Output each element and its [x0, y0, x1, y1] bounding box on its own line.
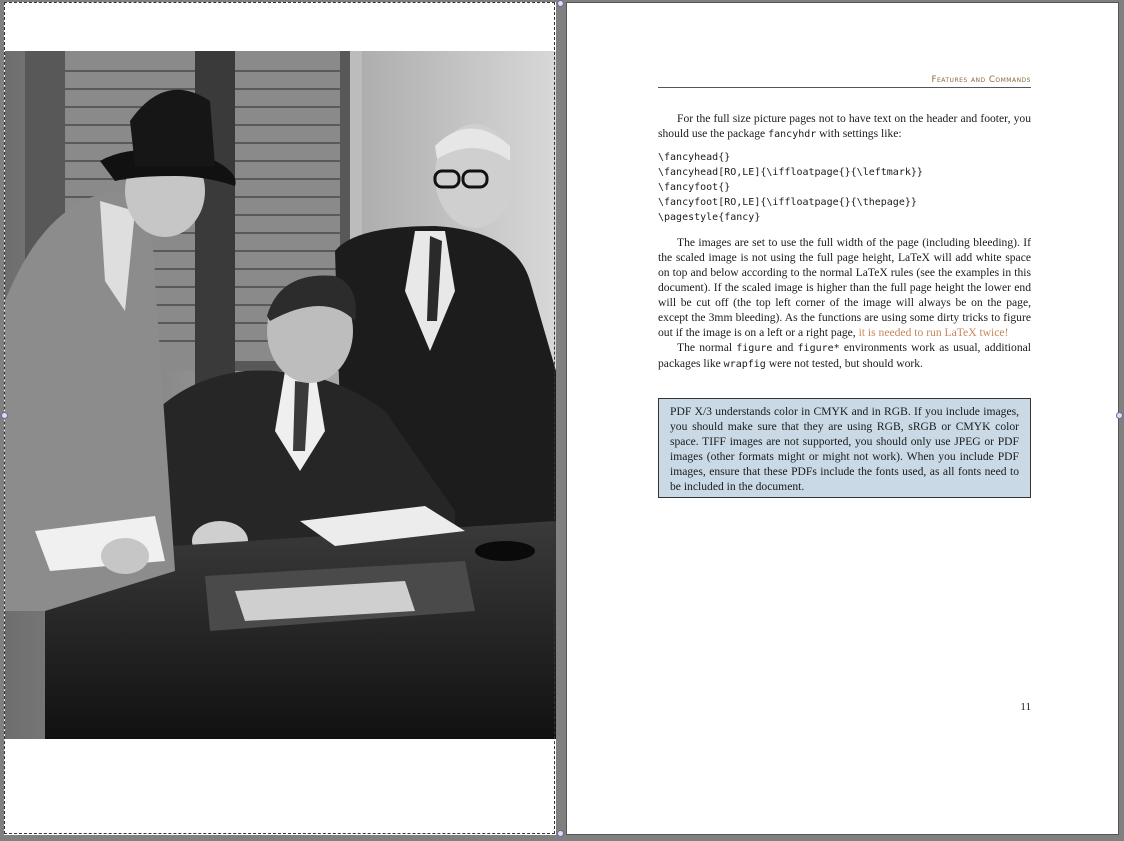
right-page: [566, 2, 1118, 835]
code-listing: [658, 150, 1031, 225]
resize-handle-bottom[interactable]: [557, 830, 564, 837]
paragraph-images: The images are set to use the full width of the page (including bleeding). If the scaled image is not using the full page height, LaTeX will add white space on top and below according to the normal LaTeX rules (see the examples in this document). If the scaled image is higher than the full page height the lower end will be cut off (the top left corner of the image will always be on the page, except the 3mm bleeding). As the functions are using some dirty tricks to figure out if the image is on a left or a right page, it is needed to run LaTeX twice!: [658, 236, 1031, 339]
office-scene-illustration: [5, 51, 556, 739]
resize-handle-top[interactable]: [557, 0, 564, 7]
code-line: \fancyfoot[RO,LE]{\iffloatpage{}{\thepage}}: [658, 197, 917, 208]
fancyhdr-code: fancyhdr: [768, 129, 817, 140]
code-line: \fancyhead{}: [658, 152, 731, 163]
code-line: \pagestyle{fancy}: [658, 212, 761, 223]
body-text: [658, 111, 1031, 372]
paragraph-figure-envs: The normal figure and figure* environments work as usual, additional packages like wrapfig were not tested, but should work.: [658, 341, 1031, 370]
resize-handle-right[interactable]: [1116, 412, 1123, 419]
code-line: \fancyhead[RO,LE]{\iffloatpage{}{\leftmark}}: [658, 167, 923, 178]
full-page-photo: [5, 51, 556, 739]
running-head: Features and Commands: [658, 75, 1031, 88]
paragraph-fancyhdr: For the full size picture pages not to have text on the header and footer, you should use the package fancyhdr with settings like:: [658, 112, 1031, 140]
resize-handle-left[interactable]: [1, 412, 8, 419]
run-latex-twice-note: it is needed to run LaTeX twice!: [858, 326, 1009, 339]
code-line: \fancyfoot{}: [658, 182, 731, 193]
page-number: 11: [1020, 701, 1031, 713]
color-note-box: PDF X/3 understands color in CMYK and in RGB. If you include images, you should make sure that they are using RGB, sRGB or CMYK color space. TIFF images are not supported, you should only use JPEG or PDF images (other formats might or might not work). When you include PDF images, ensure that these PDFs include the fonts used, as all fonts need to be included in the document.: [658, 398, 1031, 498]
